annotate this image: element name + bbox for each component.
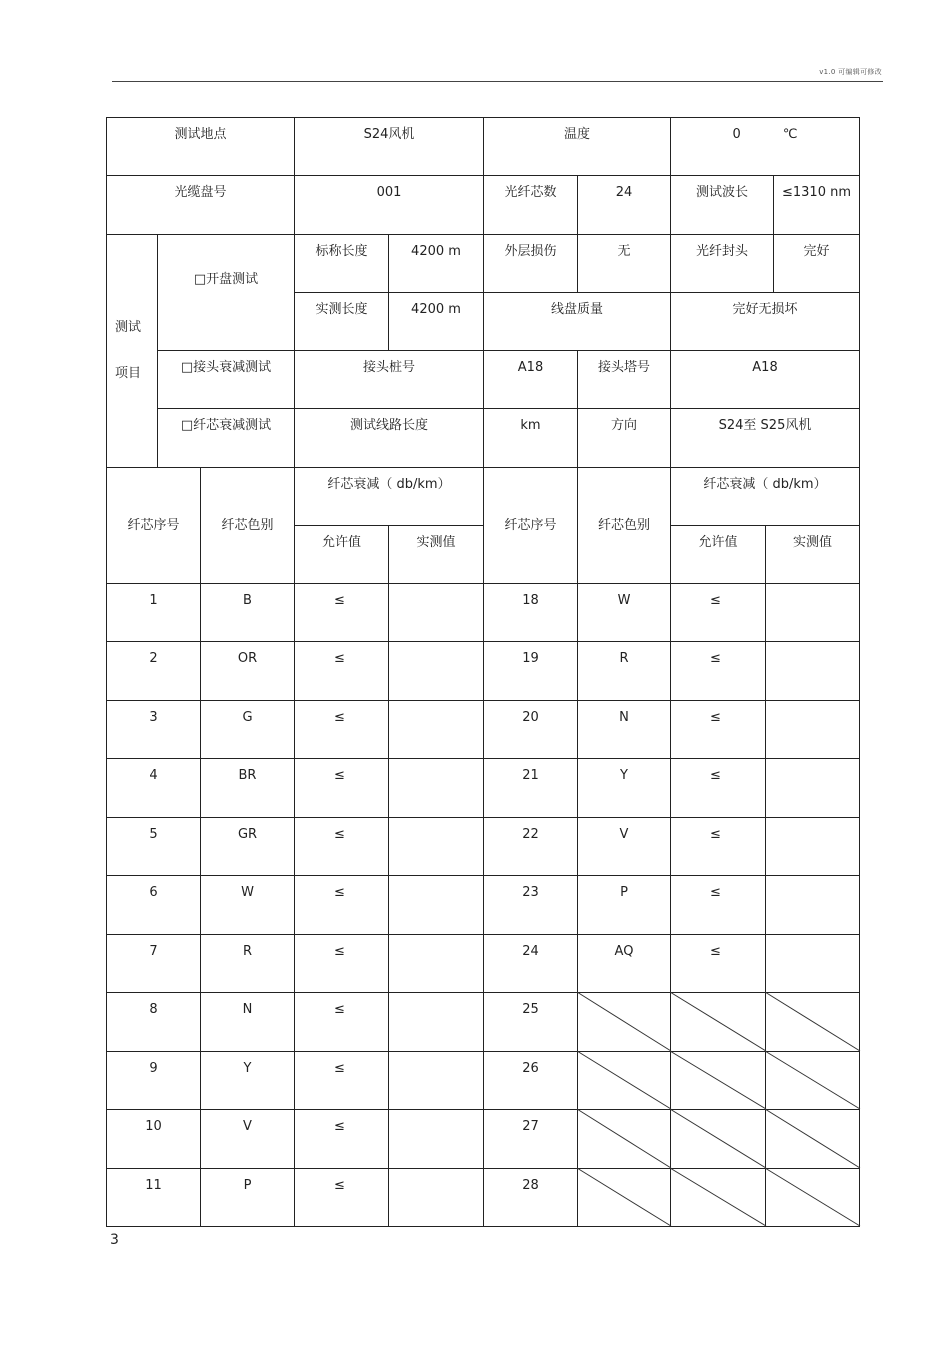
joint-pile-value: A18 (483, 350, 578, 409)
allowed-header-right: 允许值 (670, 525, 766, 584)
right-fiber-measured-cell[interactable] (765, 700, 860, 759)
core-test-option: □纤芯衰减测试 (157, 408, 295, 468)
left-fiber-measured-cell[interactable] (388, 583, 484, 642)
group-label-line1: 测试 (115, 320, 142, 336)
joint-tower-value: A18 (670, 350, 860, 409)
left-fiber-seq-cell: 2 (106, 641, 201, 701)
left-fiber-allowed-cell: ≤ (294, 583, 389, 642)
right-fiber-seq-cell: 24 (483, 934, 578, 993)
left-fiber-measured-cell[interactable] (388, 758, 484, 818)
right-fiber-measured-cell[interactable] (765, 583, 860, 642)
direction-label: 方向 (577, 408, 671, 468)
left-fiber-seq-cell: 1 (106, 583, 201, 642)
left-fiber-seq-cell: 9 (106, 1051, 201, 1110)
left-fiber-allowed-cell: ≤ (294, 992, 389, 1052)
left-fiber-color-cell: BR (200, 758, 295, 818)
left-fiber-color-cell: V (200, 1109, 295, 1169)
reel-label: 光缆盘号 (106, 175, 295, 235)
temperature-value: 0 (732, 127, 741, 142)
right-fiber-measured-cell[interactable] (765, 817, 860, 876)
right-fiber-allowed-cell: ≤ (670, 875, 766, 935)
right-fiber-allowed-cell (670, 1051, 766, 1110)
color-header-left: 纤芯色别 (200, 467, 295, 584)
left-fiber-allowed-cell: ≤ (294, 817, 389, 876)
right-fiber-seq-cell: 28 (483, 1168, 578, 1227)
right-fiber-allowed-cell: ≤ (670, 641, 766, 701)
right-fiber-measured-cell[interactable] (765, 1168, 860, 1227)
right-fiber-allowed-cell: ≤ (670, 700, 766, 759)
temperature-unit: ℃ (782, 127, 798, 142)
temperature-cell (670, 117, 860, 176)
right-fiber-color-cell: Y (577, 758, 671, 818)
group-label-line2: 项目 (115, 366, 142, 381)
left-fiber-color-cell: G (200, 700, 295, 759)
reel-quality-value: 完好无损坏 (670, 292, 860, 351)
left-fiber-allowed-cell: ≤ (294, 1051, 389, 1110)
left-fiber-seq-cell: 6 (106, 875, 201, 935)
right-fiber-allowed-cell (670, 992, 766, 1052)
left-fiber-measured-cell[interactable] (388, 817, 484, 876)
left-fiber-color-cell: Y (200, 1051, 295, 1110)
left-fiber-seq-cell: 10 (106, 1109, 201, 1169)
right-fiber-allowed-cell: ≤ (670, 758, 766, 818)
right-fiber-color-cell (577, 1109, 671, 1169)
outer-damage-value: 无 (577, 234, 671, 293)
right-fiber-measured-cell[interactable] (765, 641, 860, 701)
left-fiber-color-cell: R (200, 934, 295, 993)
left-fiber-allowed-cell: ≤ (294, 875, 389, 935)
seq-header-left: 纤芯序号 (106, 467, 201, 584)
right-fiber-color-cell (577, 1051, 671, 1110)
joint-tower-label: 接头塔号 (577, 350, 671, 409)
fiber-count-label: 光纤芯数 (483, 175, 578, 235)
allowed-header-left: 允许值 (294, 525, 389, 584)
left-fiber-seq-cell: 3 (106, 700, 201, 759)
left-fiber-measured-cell[interactable] (388, 700, 484, 759)
left-fiber-allowed-cell: ≤ (294, 1109, 389, 1169)
fiber-count-value: 24 (577, 175, 671, 235)
nominal-length-label: 标称长度 (294, 234, 389, 293)
fiber-end-label: 光纤封头 (670, 234, 774, 293)
left-fiber-allowed-cell: ≤ (294, 700, 389, 759)
left-fiber-measured-cell[interactable] (388, 641, 484, 701)
reel-test-option: □开盘测试 (157, 234, 295, 351)
right-fiber-allowed-cell (670, 1168, 766, 1227)
right-fiber-seq-cell: 22 (483, 817, 578, 876)
left-fiber-allowed-cell: ≤ (294, 641, 389, 701)
left-fiber-color-cell: P (200, 1168, 295, 1227)
measured-header-right: 实测值 (765, 525, 860, 584)
right-fiber-measured-cell[interactable] (765, 992, 860, 1052)
header-version-text: v1.0 可编辑可修改 (819, 68, 882, 76)
page-number: 3 (110, 1232, 119, 1248)
location-label: 测试地点 (106, 117, 295, 176)
left-fiber-measured-cell[interactable] (388, 934, 484, 993)
right-fiber-seq-cell: 25 (483, 992, 578, 1052)
color-header-right: 纤芯色别 (577, 467, 671, 584)
fiber-end-value: 完好 (773, 234, 860, 293)
seq-header-right: 纤芯序号 (483, 467, 578, 584)
joint-test-option: □接头衰减测试 (157, 350, 295, 409)
right-fiber-allowed-cell: ≤ (670, 817, 766, 876)
right-fiber-measured-cell[interactable] (765, 1109, 860, 1169)
right-fiber-seq-cell: 18 (483, 583, 578, 642)
reel-quality-label: 线盘质量 (483, 292, 671, 351)
test-items-group-label (106, 234, 158, 468)
right-fiber-color-cell: P (577, 875, 671, 935)
right-fiber-color-cell: V (577, 817, 671, 876)
left-fiber-color-cell: W (200, 875, 295, 935)
right-fiber-seq-cell: 27 (483, 1109, 578, 1169)
left-fiber-color-cell: GR (200, 817, 295, 876)
left-fiber-measured-cell[interactable] (388, 1109, 484, 1169)
line-length-unit: km (483, 408, 578, 468)
joint-pile-label: 接头桩号 (294, 350, 484, 409)
right-fiber-color-cell: R (577, 641, 671, 701)
right-fiber-color-cell: W (577, 583, 671, 642)
right-fiber-color-cell: AQ (577, 934, 671, 993)
right-fiber-color-cell (577, 992, 671, 1052)
left-fiber-allowed-cell: ≤ (294, 1168, 389, 1227)
left-fiber-seq-cell: 8 (106, 992, 201, 1052)
measured-length-value: 4200 m (388, 292, 484, 351)
wavelength-value: ≤1310 nm (773, 175, 860, 235)
measured-length-label: 实测长度 (294, 292, 389, 351)
right-fiber-measured-cell[interactable] (765, 875, 860, 935)
right-fiber-seq-cell: 20 (483, 700, 578, 759)
left-fiber-measured-cell[interactable] (388, 1051, 484, 1110)
atten-header-right: 纤芯衰减（ db/km） (670, 467, 860, 526)
left-fiber-seq-cell: 11 (106, 1168, 201, 1227)
measured-header-left: 实测值 (388, 525, 484, 584)
right-fiber-allowed-cell: ≤ (670, 583, 766, 642)
left-fiber-color-cell: B (200, 583, 295, 642)
outer-damage-label: 外层损伤 (483, 234, 578, 293)
right-fiber-measured-cell[interactable] (765, 1051, 860, 1110)
left-fiber-color-cell: OR (200, 641, 295, 701)
left-fiber-seq-cell: 7 (106, 934, 201, 993)
right-fiber-allowed-cell (670, 1109, 766, 1169)
atten-header-left: 纤芯衰减（ db/km） (294, 467, 484, 526)
nominal-length-value: 4200 m (388, 234, 484, 293)
left-fiber-seq-cell: 5 (106, 817, 201, 876)
left-fiber-seq-cell: 4 (106, 758, 201, 818)
right-fiber-measured-cell[interactable] (765, 934, 860, 993)
temperature-label: 温度 (483, 117, 671, 176)
right-fiber-allowed-cell: ≤ (670, 934, 766, 993)
right-fiber-seq-cell: 21 (483, 758, 578, 818)
reel-value: 001 (294, 175, 484, 235)
left-fiber-measured-cell[interactable] (388, 992, 484, 1052)
left-fiber-color-cell: N (200, 992, 295, 1052)
direction-value: S24至 S25风机 (670, 408, 860, 468)
left-fiber-measured-cell[interactable] (388, 875, 484, 935)
location-value: S24风机 (294, 117, 484, 176)
line-length-label: 测试线路长度 (294, 408, 484, 468)
right-fiber-color-cell: N (577, 700, 671, 759)
left-fiber-measured-cell[interactable] (388, 1168, 484, 1227)
right-fiber-seq-cell: 19 (483, 641, 578, 701)
right-fiber-color-cell (577, 1168, 671, 1227)
right-fiber-seq-cell: 26 (483, 1051, 578, 1110)
right-fiber-measured-cell[interactable] (765, 758, 860, 818)
right-fiber-seq-cell: 23 (483, 875, 578, 935)
left-fiber-allowed-cell: ≤ (294, 934, 389, 993)
wavelength-label: 测试波长 (670, 175, 774, 235)
left-fiber-allowed-cell: ≤ (294, 758, 389, 818)
